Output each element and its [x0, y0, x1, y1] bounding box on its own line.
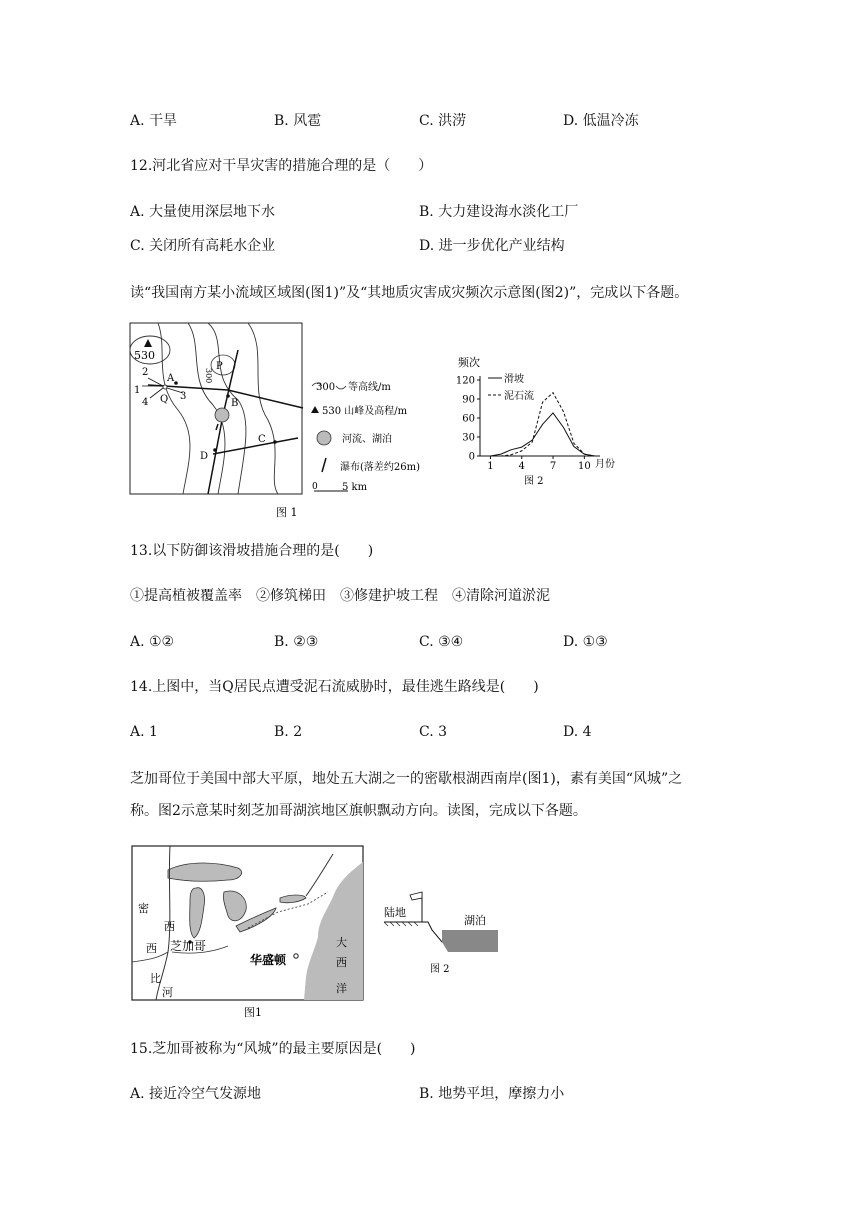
flag-lake-label: 湖泊 [464, 914, 486, 927]
label-p: P [216, 361, 223, 372]
q15-stem: 15.芝加哥被称为“风城”的最主要原因是( ) [130, 1041, 416, 1057]
map-atlantic-2: 西 [336, 956, 347, 969]
y-tick-label: 120 [455, 375, 475, 387]
series-landslide-line [490, 413, 594, 456]
fig1-caption: 图 1 [276, 506, 298, 519]
q13-option-b: B. ②③ [274, 634, 319, 650]
map-atlantic-1: 大 [336, 936, 347, 949]
flag-caption: 图 2 [430, 964, 450, 975]
map-mississippi-1: 密 [138, 902, 149, 915]
river [213, 438, 298, 454]
washington-dot [294, 954, 298, 958]
label-d: D [200, 451, 209, 462]
map-mississippi-3: 西 [164, 920, 175, 933]
peak-icon [144, 339, 152, 347]
flag-icon [410, 892, 422, 900]
route-label-4: 4 [142, 397, 149, 408]
scale-zero: 0 [312, 482, 318, 492]
label-c: C [258, 434, 266, 445]
lake-superior [168, 863, 242, 881]
y-tick-label: 90 [462, 394, 475, 406]
contour-value: 300 [204, 368, 213, 384]
legend-lake-icon [317, 431, 331, 445]
y-tick-label: 60 [462, 413, 475, 425]
route-label-2: 2 [142, 367, 149, 378]
q11-option-b: B. 风雹 [274, 113, 322, 129]
q12-option-a: A. 大量使用深层地下水 [130, 204, 276, 220]
q14-option-b: B. 2 [274, 724, 303, 740]
legend-waterfall: 瀑布(落差约26m) [340, 462, 421, 473]
q12-option-d: D. 进一步优化产业结构 [419, 238, 565, 254]
map-mississippi-5: 河 [162, 986, 173, 999]
q11-option-a: A. 干旱 [130, 113, 178, 129]
map-chicago-label: 芝加哥 [170, 939, 207, 953]
q11-option-c: C. 洪涝 [419, 113, 467, 129]
lake [215, 408, 229, 422]
label-q: Q [160, 394, 169, 405]
fig2-caption: 图 2 [524, 476, 544, 487]
x-tick-label: 10 [577, 461, 591, 472]
peak-elevation: 530 [134, 349, 155, 362]
legend-contour-value: 300 [316, 382, 336, 393]
intro-chicago-line2: 称。图2示意某时刻芝加哥湖滨地区旗帜飘动方向。读图，完成以下各题。 [130, 803, 587, 819]
intro-watershed: 读“我国南方某小流域区域图(图1)”及“其地质灾害成灾频次示意图(图2)”，完成以下各题。 [130, 285, 689, 301]
q15-option-a: A. 接近冷空气发源地 [130, 1086, 262, 1102]
legend-peak: 530 山峰及高程/m [322, 406, 408, 417]
scale-distance: 5 km [342, 482, 368, 493]
contour-line [158, 323, 190, 494]
x-tick-label: 1 [487, 461, 494, 472]
route-label-1: 1 [134, 385, 141, 396]
intro-chicago-line1: 芝加哥位于美国中部大平原，地处五大湖之一的密歇根湖西南岸(图1)，素有美国“风城”之 [130, 771, 683, 787]
watershed-map-figure [128, 320, 458, 525]
lake-water [442, 930, 498, 952]
flag-lakeshore-figure [380, 882, 505, 977]
map-mississippi-4: 比 [150, 972, 161, 985]
label-b: B [231, 398, 239, 409]
legend-peak-icon [311, 406, 319, 413]
label-a: A [167, 373, 175, 384]
legend-waterfall-icon [322, 458, 326, 472]
q14-option-c: C. 3 [419, 724, 448, 740]
q12-option-b: B. 大力建设海水淡化工厂 [419, 204, 579, 220]
q11-option-d: D. 低温冷冻 [563, 113, 639, 129]
x-tick-label: 7 [549, 461, 557, 472]
great-lakes-map-figure [128, 842, 368, 1020]
x-tick-label: 4 [518, 461, 525, 472]
q13-option-a: A. ①② [130, 634, 175, 650]
q12-stem: 12.河北省应对干旱灾害的措施合理的是（ ） [130, 158, 433, 174]
route-label-3: 3 [180, 391, 187, 402]
legend-landslide: 滑坡 [504, 374, 524, 385]
flag-land-label: 陆地 [384, 906, 406, 919]
q12-option-c: C. 关闭所有高耗水企业 [130, 238, 276, 254]
q15-option-b: B. 地势平坦，摩擦力小 [419, 1086, 565, 1102]
q14-stem: 14.上图中，当Q居民点遭受泥石流威胁时，最佳逃生路线是( ) [130, 679, 539, 695]
map-washington-label: 华盛顿 [250, 953, 287, 967]
waterfall-mark [216, 424, 218, 430]
map-atlantic-3: 洋 [336, 982, 347, 995]
p-contour [211, 355, 235, 375]
y-tick-label: 0 [468, 451, 475, 463]
chart-ylabel: 频次 [458, 356, 480, 369]
y-tick-label: 30 [462, 432, 475, 444]
legend-contour: 等高线/m [348, 382, 391, 393]
land-hatch [384, 922, 418, 926]
q13-choices: ①提高植被覆盖率 ②修筑梯田 ③修建护坡工程 ④清除河道淤泥 [130, 588, 550, 604]
contour-line [208, 323, 246, 494]
map-caption: 图1 [244, 1006, 262, 1019]
legend-debris: 泥石流 [504, 391, 534, 402]
chart-xunit: 月份 [595, 459, 615, 470]
map-mississippi-2: 西 [146, 942, 157, 955]
contour-line [248, 323, 278, 494]
q13-stem: 13.以下防御该滑坡措施合理的是( ) [130, 543, 374, 559]
legend-river: 河流、湖泊 [342, 434, 392, 445]
disaster-frequency-chart [440, 350, 630, 495]
q13-option-d: D. ①③ [563, 634, 608, 650]
q14-option-a: A. 1 [130, 724, 158, 740]
q13-option-c: C. ③④ [419, 634, 464, 650]
q14-option-d: D. 4 [563, 724, 592, 740]
